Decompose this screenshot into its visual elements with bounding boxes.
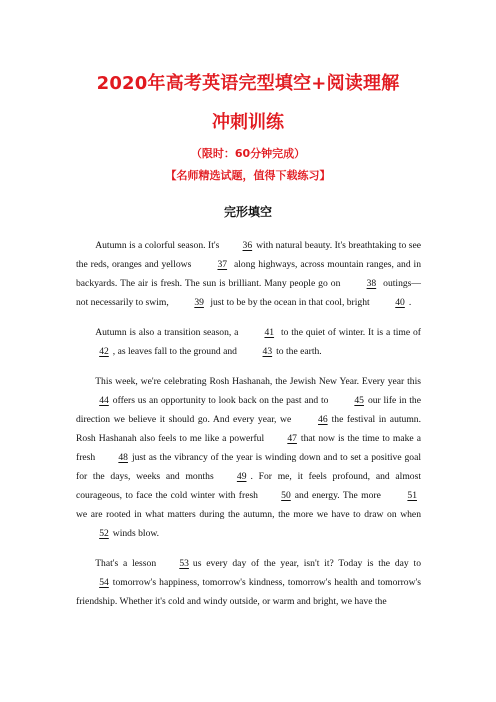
blank-45: 45 xyxy=(354,395,364,406)
text-segment: us every day of the year, isn't it? Today is the day to xyxy=(192,558,421,569)
paragraph-4 xyxy=(76,554,421,611)
text-segment: winds blow. xyxy=(112,528,160,539)
blank-38: 38 xyxy=(366,278,377,289)
text-segment: our life in the direction we believe it should go. And every year, we xyxy=(76,395,421,425)
paragraph-2 xyxy=(76,323,421,361)
text-segment: This week, we're celebrating Rosh Hashanah, the Jewish New Year. Every year this xyxy=(95,376,421,387)
document-subtitle: 冲刺训练 xyxy=(212,112,284,133)
text-segment: that now is the time to make a fresh xyxy=(76,433,421,463)
blank-39: 39 xyxy=(194,297,204,308)
text-segment: along highways, across mountain ranges, and in backyards. The air is fresh. The sun is brilliant. Many people go on xyxy=(76,259,422,289)
text-segment: we are rooted in what matters during the autumn, the more we have to draw on when xyxy=(76,509,421,520)
cloze-passage xyxy=(76,236,421,622)
blank-50: 50 xyxy=(281,490,291,501)
text-segment: just to be by the ocean in that cool, bright xyxy=(210,297,370,308)
text-segment: just as the vibrancy of the year is winding down and to set a positive goal for the days, weeks and months xyxy=(76,452,421,482)
blank-48: 48 xyxy=(118,452,128,463)
text-segment: and energy. The more xyxy=(294,490,381,501)
text-segment: with natural beauty. It's breathtaking to see the reds, oranges and yellows xyxy=(76,240,421,270)
paragraph-3 xyxy=(76,372,421,543)
paragraph-1 xyxy=(76,236,421,312)
blank-41: 41 xyxy=(264,327,275,338)
text-segment: to the quiet of winter. It is a time of xyxy=(280,327,422,338)
text-segment: offers us an opportunity to look back on the past and to xyxy=(112,395,329,406)
document-title: 2020年高考英语完型填空+阅读理解 xyxy=(96,73,400,94)
blank-40: 40 xyxy=(395,297,405,308)
text-segment: the festival in autumn. Rosh Hashanah also feels to me like a powerful xyxy=(76,414,421,444)
blank-54: 54 xyxy=(99,577,109,588)
blank-36: 36 xyxy=(242,240,253,251)
text-segment: , as leaves fall to the ground and xyxy=(112,346,237,357)
text-segment: . xyxy=(408,297,412,308)
blank-42: 42 xyxy=(99,346,109,357)
blank-52: 52 xyxy=(99,528,109,539)
text-segment: outings—not necessarily to swim, xyxy=(76,278,422,308)
text-segment: Autumn is a colorful season. It's xyxy=(95,240,220,251)
time-limit-note: （限时：60分钟完成） xyxy=(190,147,306,160)
text-segment: Autumn is also a transition season, a xyxy=(95,327,239,338)
text-segment: That's a lesson xyxy=(95,558,157,569)
blank-46: 46 xyxy=(318,414,328,425)
text-segment: tomorrow's happiness, tomorrow's kindness, tomorrow's health and tomorrow's friendship. Whether it's cold and windy outside, or warm and bright, we have the xyxy=(76,577,421,607)
blank-37: 37 xyxy=(217,259,228,270)
text-segment: to the earth. xyxy=(276,346,322,357)
blank-47: 47 xyxy=(287,433,297,444)
blank-51: 51 xyxy=(407,490,417,501)
blank-43: 43 xyxy=(262,346,273,357)
section-title: 完形填空 xyxy=(223,205,272,219)
blank-49: 49 xyxy=(236,471,247,482)
promo-note: 【名师精选试题，值得下载练习】 xyxy=(165,169,331,182)
text-segment: . For me, it feels profound, and almost courageous, to face the cold winter with fresh xyxy=(76,471,421,501)
blank-53: 53 xyxy=(179,558,189,569)
blank-44: 44 xyxy=(99,395,109,406)
